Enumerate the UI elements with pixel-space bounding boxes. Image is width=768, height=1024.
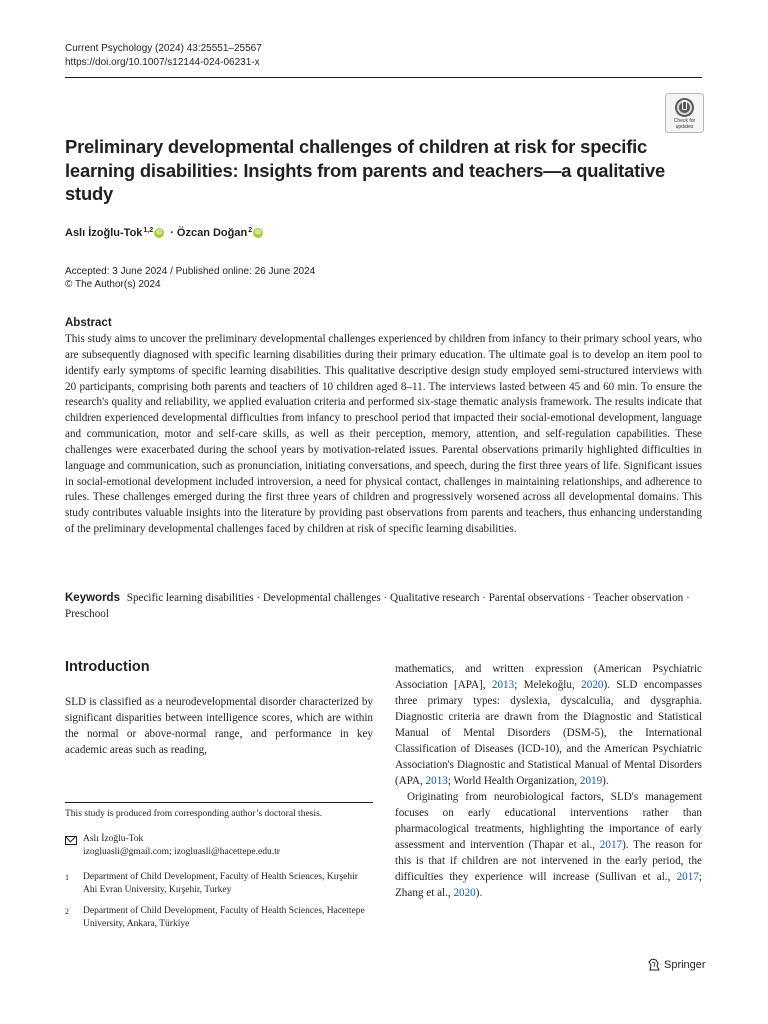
- author-separator: ·: [167, 227, 177, 239]
- citation-link[interactable]: 2017: [599, 839, 623, 851]
- text-run: ; Melekoğlu,: [514, 679, 582, 691]
- paragraph: [395, 789, 702, 901]
- keywords-text: Specific learning disabilities · Developmental challenges · Qualitative research · Parental observations · Teacher observation · Preschool: [65, 592, 690, 620]
- citation-link[interactable]: 2019: [579, 775, 603, 787]
- text-run: ; World Health Organization,: [447, 775, 580, 787]
- affiliation-1: [65, 871, 373, 897]
- badge-line-1: Check for: [673, 118, 696, 124]
- citation-link[interactable]: 2020: [581, 679, 604, 691]
- publisher-logo: [648, 958, 706, 971]
- affiliation-mark: 2: [65, 907, 69, 916]
- check-for-updates-badge[interactable]: [665, 93, 704, 133]
- text-run: ; Zhang et al.,: [395, 871, 702, 899]
- envelope-icon: [65, 836, 77, 845]
- author-affiliation-marks: 2: [248, 226, 253, 234]
- abstract-text: This study aims to uncover the preliminary developmental challenges experienced by children from infancy to their primary school years, who are subsequently diagnosed with specific learning disabilities during their primary education. The ultimate goal is to develop an item pool to identify early symptoms of specific learning disabilities. This qualitative descriptive design study employed semi-structured interviews with 20 participants, comprising both parents and teachers of 10 children aged 8–11. The interviews lasted between 45 and 60 min. To ensure the research's quality and reliability, we applied evaluation criteria and performed six-stage thematic analysis framework. The results indicate that children experienced developmental difficulties from infancy to preschool period that impacted their social-emotional development, language and communication, motor and self-care skills, as well as their perception, memory, attention, and self-regulation capabilities. These challenges were exacerbated during the school years by motivation-related issues. Parental observations primarily highlighted difficulties in language and communication, such as pronunciation, initiating conversations, and speech, during the first three years of life. Significant issues in social-emotional development included introversion, a need for physical contact, challenges in maintaining relationships, and adherence to rules. These challenges emerged during the first three years of children and progressively worsened across all developmental domains. This study contributes valuable insights into the literature by providing past observations from parents and teachers, thus enhancing understanding of the preliminary developmental challenges faced by children at risk of specific learning disabilities.: [65, 333, 702, 536]
- text-run: ). SLD encompasses three primary types: dyslexia, dyscalculia, and dysgraphia. Diagnostic criteria are drawn from the Diagnostic and Statistical Manual of Mental Disorders (DSM-5), the International Classification of Diseases (ICD-10), and the American Psychiatric Association's Diagnostic and Statistical Manual of Mental Disorders (APA,: [395, 679, 702, 787]
- text-run: Originating from neurobiological factors, SLD's management focuses on early educational interventions rather than pharmacological treatments, highlighting the importance of early assessment and intervention (Thapar et al.,: [395, 791, 702, 851]
- citation-link[interactable]: 2020: [453, 887, 476, 899]
- orcid-icon[interactable]: iD: [255, 230, 262, 236]
- text-run: ).: [475, 887, 483, 899]
- citation-link[interactable]: 2013: [491, 679, 515, 691]
- publication-dates: [65, 266, 315, 291]
- author-name[interactable]: Aslı İzoğlu-Tok: [65, 227, 143, 239]
- contact-emails[interactable]: izogluasli@gmail.com; izogluasli@hacettepe.edu.tr: [83, 847, 280, 857]
- text-run: ). The reason for this is that if children are not intervened in the early period, the difficulties they experience will increase (Sullivan et al.,: [395, 839, 702, 883]
- author-list: [65, 227, 266, 239]
- keywords-label: Keywords: [65, 592, 120, 604]
- affiliation-mark: 1: [65, 873, 69, 882]
- affiliation-2: [65, 905, 373, 931]
- footnote-rule: [65, 802, 373, 803]
- orcid-icon[interactable]: iD: [156, 230, 163, 236]
- text-run: ).: [602, 775, 609, 787]
- author-affiliation-marks: 1,2: [143, 226, 154, 234]
- text-run: mathematics, and written expression (American Psychiatric Association [APA],: [395, 663, 702, 691]
- corresponding-author: [65, 833, 373, 859]
- journal-citation: Current Psychology (2024) 43:25551–25567: [65, 43, 262, 54]
- springer-horse-icon: [648, 958, 660, 971]
- keywords-block: [65, 591, 702, 623]
- introduction-right-column: [395, 661, 702, 901]
- article-title: Preliminary developmental challenges of children at risk for specific learning disabilities: Insights from parents and teachers—a qualitative study: [65, 136, 666, 204]
- thesis-note: This study is produced from corresponding author’s doctoral thesis.: [65, 809, 323, 819]
- citation-link[interactable]: 2013: [425, 775, 448, 787]
- affiliation-text: Department of Child Development, Faculty of Health Sciences, Hacettepe University, Ankara, Türkiye: [83, 906, 365, 929]
- citation-link[interactable]: 2017: [676, 871, 699, 883]
- doi-link[interactable]: https://doi.org/10.1007/s12144-024-06231-x: [65, 57, 260, 68]
- abstract-heading: Abstract: [65, 317, 112, 329]
- paragraph: [395, 661, 702, 789]
- introduction-heading: Introduction: [65, 659, 150, 675]
- header-rule: [65, 77, 702, 78]
- introduction-left-paragraph: SLD is classified as a neurodevelopmental disorder characterized by significant disparities between intelligence scores, which are within the normal or above-normal range, and performance in key academic areas such as reading,: [65, 696, 373, 756]
- copyright-line: © The Author(s) 2024: [65, 278, 161, 290]
- contact-name: Aslı İzoğlu-Tok: [83, 834, 144, 844]
- dates-line: Accepted: 3 June 2024 / Published online: 26 June 2024: [65, 266, 316, 277]
- badge-line-2: updates: [675, 124, 694, 130]
- publisher-name: Springer: [664, 958, 706, 971]
- check-for-updates-icon: [674, 97, 695, 118]
- affiliation-text: Department of Child Development, Faculty of Health Sciences, Kırşehir Ahi Evran University, Kırşehir, Turkey: [83, 872, 358, 895]
- author-name[interactable]: Özcan Doğan: [176, 227, 248, 239]
